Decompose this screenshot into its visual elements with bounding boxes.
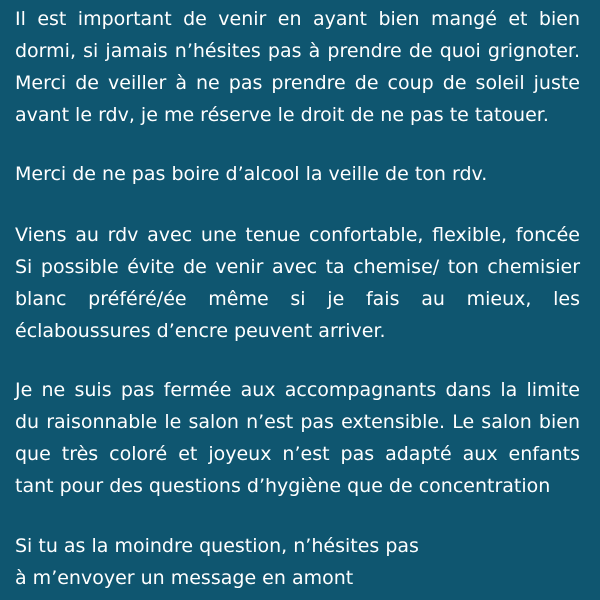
text-line: Si tu as la moindre question, n’hésites pas bbox=[15, 535, 419, 557]
text-line: Merci de veiller à ne pas prendre de coup de soleil juste bbox=[15, 72, 580, 94]
text-line: dormi, si jamais n’hésites pas à prendre de quoi grignoter. bbox=[15, 40, 580, 62]
text-line: éclaboussures d’encre peuvent arriver. bbox=[15, 320, 386, 342]
text-line: Viens au rdv avec une tenue confortable, flexible, foncée bbox=[15, 224, 580, 246]
text-line: que très coloré et joyeux n’est pas adapté aux enfants bbox=[15, 443, 580, 465]
paragraph-preparation bbox=[15, 3, 580, 131]
text-line: Je ne suis pas fermée aux accompagnants dans la limite bbox=[15, 379, 580, 401]
paragraph-companions bbox=[15, 374, 580, 502]
text-line: Il est important de venir en ayant bien mangé et bien bbox=[15, 8, 580, 30]
paragraph-alcohol bbox=[15, 158, 580, 190]
text-line: à m’envoyer un message en amont bbox=[15, 567, 354, 589]
text-line: Si possible évite de venir avec ta chemise/ ton chemisier bbox=[15, 256, 580, 278]
text-line: tant pour des questions d’hygiène que de concentration bbox=[15, 475, 551, 497]
text-line: Merci de ne pas boire d’alcool la veille de ton rdv. bbox=[15, 163, 488, 185]
paragraph-clothing bbox=[15, 219, 580, 347]
text-line: du raisonnable le salon n’est pas extensible. Le salon bien bbox=[15, 411, 580, 433]
text-line: blanc préféré/ée même si je fais au mieux, les bbox=[15, 288, 580, 310]
paragraph-questions bbox=[15, 530, 580, 594]
text-line: avant le rdv, je me réserve le droit de ne pas te tatouer. bbox=[15, 104, 549, 126]
